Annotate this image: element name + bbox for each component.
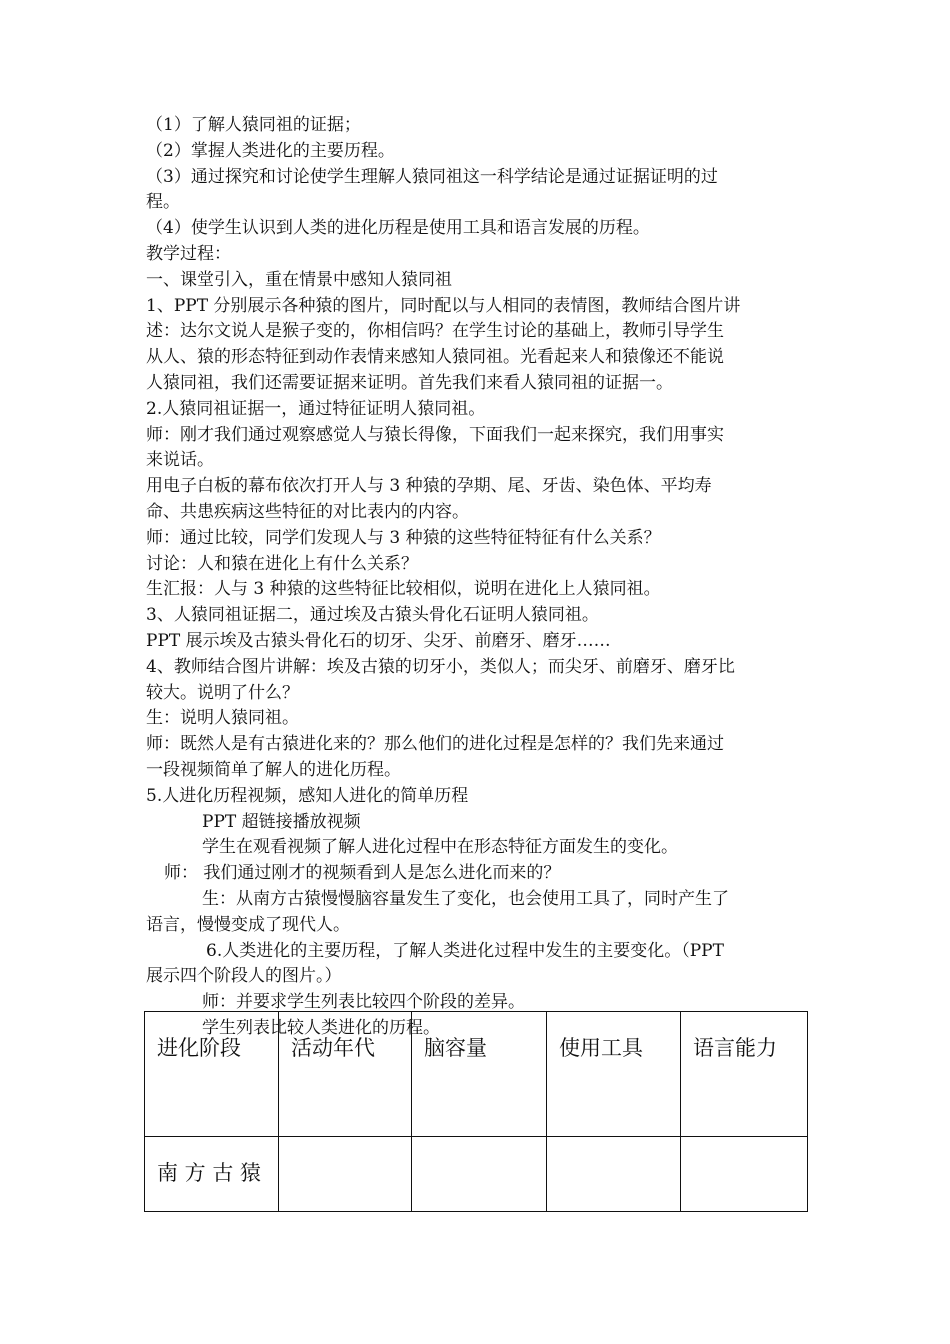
table-header-cell: 进化阶段 — [145, 1012, 279, 1137]
text-line: 2.人猿同祖证据一，通过特征证明人猿同祖。 — [146, 398, 486, 419]
lesson-text — [146, 113, 806, 1042]
text-line: 4、教师结合图片讲解：埃及古猿的切牙小，类似人；而尖牙、前磨牙、磨牙比 — [146, 656, 735, 677]
text-line: 展示四个阶段人的图片。） — [146, 966, 342, 987]
table-header-row — [145, 1012, 808, 1137]
text-line: 师： 我们通过刚才的视频看到人是怎么进化而来的？ — [164, 863, 561, 884]
evolution-comparison-table — [144, 1011, 808, 1212]
text-line: 程。 — [146, 192, 180, 213]
text-line: 师：既然人是有古猿进化来的？那么他们的进化过程是怎样的？我们先来通过 — [146, 734, 724, 755]
text-line: 师：刚才我们通过观察感觉人与猿长得像，下面我们一起来探究，我们用事实 — [146, 424, 724, 445]
section-heading: 一、课堂引入，重在情景中感知人猿同祖 — [146, 269, 452, 290]
section-heading: 教学过程： — [146, 243, 231, 264]
text-line: 人猿同祖，我们还需要证据来证明。首先我们来看人猿同祖的证据一。 — [146, 372, 673, 393]
text-line: 师：并要求学生列表比较四个阶段的差异。 — [202, 992, 525, 1013]
text-line: （2）掌握人类进化的主要历程。 — [146, 140, 395, 161]
table-cell: 南 方 古 猿 — [145, 1137, 279, 1212]
text-line: 5.人进化历程视频，感知人进化的简单历程 — [146, 785, 469, 806]
text-line: 讨论：人和猿在进化上有什么关系？ — [146, 553, 418, 574]
text-line: 较大。说明了什么？ — [146, 682, 299, 703]
text-line: 学生列表比较人类进化的历程。 — [202, 1017, 440, 1038]
text-line: （1）了解人猿同祖的证据； — [146, 115, 361, 135]
table-header-cell: 活动年代 — [279, 1012, 412, 1137]
text-line: 生：从南方古猿慢慢脑容量发生了变化，也会使用工具了，同时产生了 — [202, 888, 729, 909]
text-line: 来说话。 — [146, 450, 214, 471]
text-line: 生：说明人猿同祖。 — [146, 708, 299, 729]
table-cell — [681, 1137, 808, 1212]
text-line: 学生在观看视频了解人进化过程中在形态特征方面发生的变化。 — [202, 837, 678, 858]
table-cell — [279, 1137, 412, 1212]
table-header-cell: 脑容量 — [412, 1012, 547, 1137]
text-line: 师：通过比较，同学们发现人与 3 种猿的这些特征特征有什么关系？ — [146, 527, 661, 548]
table-cell — [412, 1137, 547, 1212]
text-line: 1、PPT 分别展示各种猿的图片，同时配以与人相同的表情图，教师结合图片讲 — [146, 295, 741, 316]
text-line: 述：达尔文说人是猴子变的，你相信吗？在学生讨论的基础上，教师引导学生 — [146, 321, 724, 342]
text-line: 命、共患疾病这些特征的对比表内的内容。 — [146, 501, 469, 522]
text-line: 用电子白板的幕布依次打开人与 3 种猿的孕期、尾、牙齿、染色体、平均寿 — [146, 476, 712, 497]
text-line: 从人、猿的形态特征到动作表情来感知人猿同祖。光看起来人和猿像还不能说 — [146, 347, 724, 368]
text-line: PPT 超链接播放视频 — [202, 811, 361, 832]
table-cell — [547, 1137, 681, 1212]
text-line: 一段视频简单了解人的进化历程。 — [146, 759, 401, 780]
text-line: 3、人猿同祖证据二，通过埃及古猿头骨化石证明人猿同祖。 — [146, 605, 599, 626]
text-line: 6.人类进化的主要历程，了解人类进化过程中发生的主要变化。（PPT — [206, 940, 724, 961]
table-header-cell: 使用工具 — [547, 1012, 681, 1137]
text-line: （4）使学生认识到人类的进化历程是使用工具和语言发展的历程。 — [146, 218, 650, 239]
text-line: 语言，慢慢变成了现代人。 — [146, 914, 350, 935]
text-line: 生汇报：人与 3 种猿的这些特征比较相似，说明在进化上人猿同祖。 — [146, 579, 661, 600]
text-line: PPT 展示埃及古猿头骨化石的切牙、尖牙、前磨牙、磨牙…… — [146, 630, 611, 651]
text-line: （3）通过探究和讨论使学生理解人猿同祖这一科学结论是通过证据证明的过 — [146, 166, 718, 187]
table-row — [145, 1137, 808, 1212]
table-header-cell: 语言能力 — [681, 1012, 808, 1137]
